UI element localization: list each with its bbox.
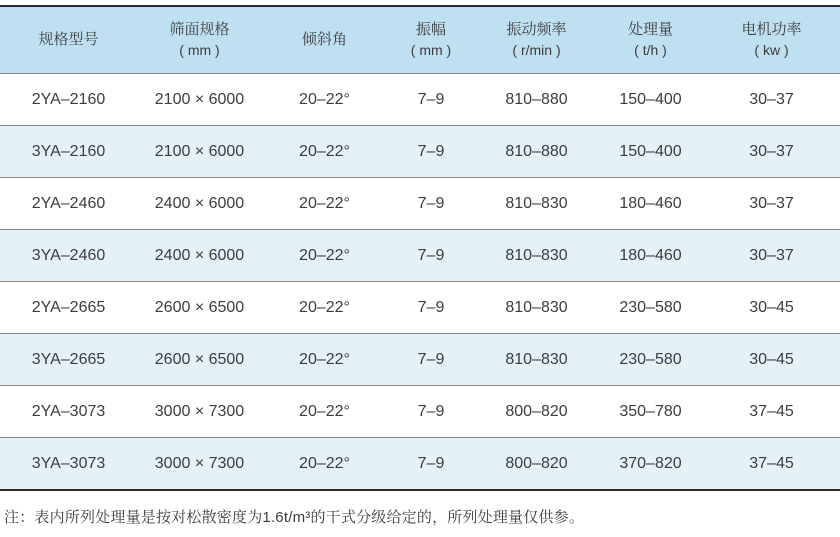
column-header [475,6,598,74]
column-header-label: 振幅 [415,21,446,38]
table-row [0,178,840,230]
table-cell: 37–45 [703,386,840,438]
table-cell: 3000 × 7300 [137,438,262,491]
table-cell: 30–45 [703,282,840,334]
table-cell: 30–37 [703,126,840,178]
table-cell: 30–37 [703,74,840,126]
table-cell: 2600 × 6500 [137,282,262,334]
column-header-unit: ( mm ) [410,42,452,58]
table-row [0,230,840,282]
column-header-label: 处理量 [627,21,673,38]
table-cell: 37–45 [703,438,840,491]
column-header [387,6,475,74]
table-cell: 810–830 [475,178,598,230]
column-header [598,6,703,74]
table-cell: 7–9 [387,74,475,126]
table-cell: 2YA–2665 [0,282,137,334]
column-header-label: 规格型号 [38,31,99,48]
table-cell: 7–9 [387,282,475,334]
table-cell: 230–580 [598,334,703,386]
table-cell: 810–880 [475,126,598,178]
table-row [0,334,840,386]
table-row [0,74,840,126]
table-footnote: 注：表内所列处理量是按对松散密度为1.6t/m³的干式分级给定的，所列处理量仅供参。 [4,509,585,526]
column-header-label: 倾斜角 [301,31,347,48]
table-cell: 810–830 [475,230,598,282]
table-row [0,386,840,438]
table-cell: 2YA–3073 [0,386,137,438]
table-cell: 2YA–2160 [0,74,137,126]
table-cell: 20–22° [262,74,387,126]
table-cell: 2400 × 6000 [137,230,262,282]
column-header-unit: ( r/min ) [512,42,561,58]
table-cell: 7–9 [387,178,475,230]
column-header-unit: ( t/h ) [634,42,667,58]
table-cell: 150–400 [598,126,703,178]
table-cell: 20–22° [262,178,387,230]
column-header-unit: ( mm ) [179,42,220,58]
table-cell: 2600 × 6500 [137,334,262,386]
table-cell: 800–820 [475,438,598,491]
table-cell: 2100 × 6000 [137,126,262,178]
table-cell: 2100 × 6000 [137,74,262,126]
table-cell: 230–580 [598,282,703,334]
table-cell: 3YA–2665 [0,334,137,386]
table-cell: 7–9 [387,438,475,491]
table-cell: 7–9 [387,126,475,178]
table-cell: 180–460 [598,178,703,230]
table-cell: 2400 × 6000 [137,178,262,230]
table-row [0,282,840,334]
column-header [262,6,387,74]
table-cell: 370–820 [598,438,703,491]
spec-table-body [0,74,840,491]
table-cell: 800–820 [475,386,598,438]
table-cell: 3YA–2460 [0,230,137,282]
table-cell: 30–37 [703,230,840,282]
table-cell: 20–22° [262,230,387,282]
table-cell: 7–9 [387,334,475,386]
header-row [0,6,840,74]
table-cell: 30–37 [703,178,840,230]
table-cell: 810–830 [475,282,598,334]
column-header [703,6,840,74]
table-cell: 20–22° [262,438,387,491]
table-cell: 150–400 [598,74,703,126]
table-cell: 20–22° [262,126,387,178]
table-cell: 180–460 [598,230,703,282]
table-cell: 20–22° [262,334,387,386]
column-header-label: 振动频率 [506,21,567,38]
column-header-label: 电机功率 [741,21,802,38]
table-cell: 350–780 [598,386,703,438]
table-cell: 7–9 [387,230,475,282]
table-cell: 20–22° [262,386,387,438]
column-header [0,6,137,74]
table-cell: 3YA–2160 [0,126,137,178]
column-header-unit: ( kw ) [754,42,789,58]
table-cell: 20–22° [262,282,387,334]
table-cell: 810–830 [475,334,598,386]
table-row [0,126,840,178]
spec-table-header [0,6,840,74]
spec-table [0,5,840,491]
table-cell: 2YA–2460 [0,178,137,230]
table-cell: 7–9 [387,386,475,438]
column-header [137,6,262,74]
table-cell: 810–880 [475,74,598,126]
column-header-label: 筛面规格 [169,21,230,38]
table-cell: 30–45 [703,334,840,386]
table-cell: 3000 × 7300 [137,386,262,438]
table-cell: 3YA–3073 [0,438,137,491]
table-row [0,438,840,491]
